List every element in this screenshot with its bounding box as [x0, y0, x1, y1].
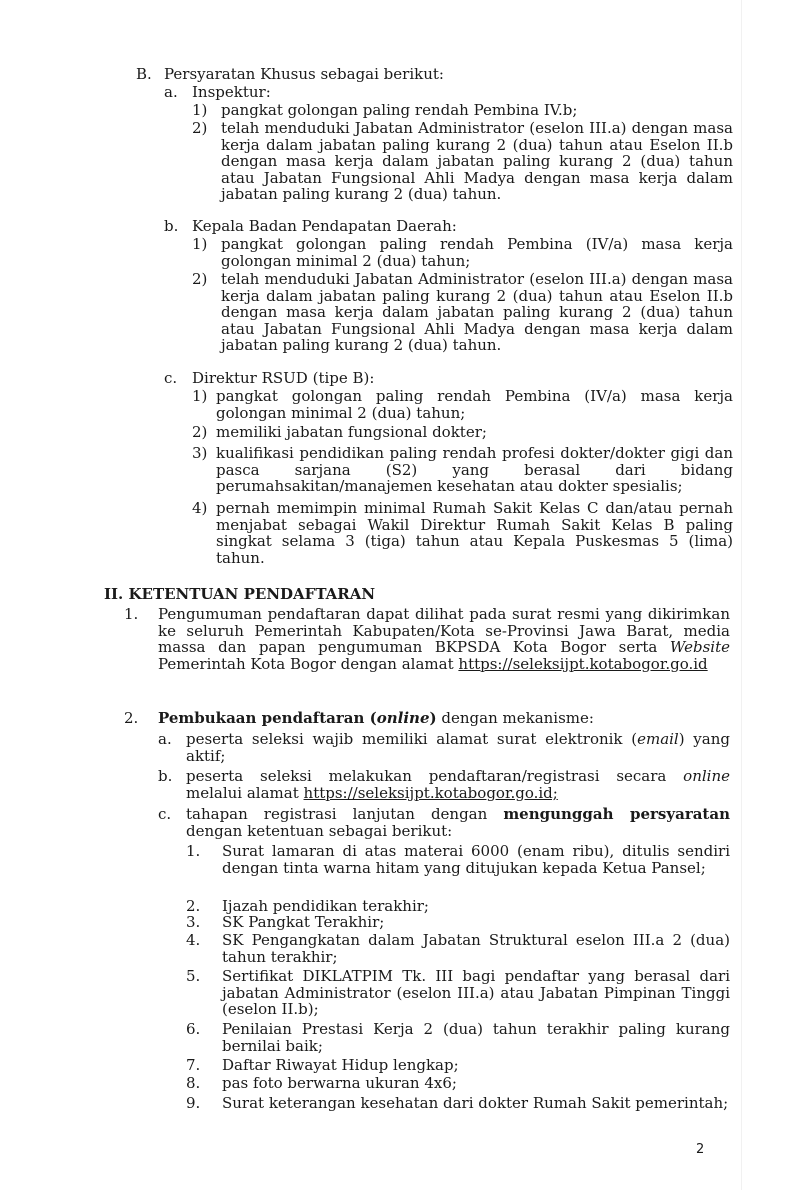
- req-5-text: Sertifikat DIKLATPIM Tk. III bagi pendaftar yang berasal dari jabatan Administrator (eselon III.a) atau Jabatan Pimpinan Tinggi (eselon II.b);: [222, 967, 730, 1018]
- ii-2-b-url-link[interactable]: https://seleksijpt.kotabogor.go.id;: [303, 783, 558, 802]
- ii-1-text: [158, 606, 730, 672]
- ii-1-text-main: Pengumuman pendaftaran dapat dilihat pada surat resmi yang dikirimkan ke seluruh Pemerintah Kabupaten/Kota se-Provinsi Jawa Barat, media massa dan papan pengumuman BKPSDA Kota Bogor serta: [158, 605, 730, 656]
- req-5-number: 5.: [186, 967, 201, 985]
- req-8-number: 8.: [186, 1074, 201, 1092]
- req-3-text: SK Pangkat Terakhir;: [222, 913, 385, 931]
- ii-2-b-label: b.: [158, 767, 173, 785]
- ii-2-c-bold: mengunggah persyaratan: [503, 805, 730, 823]
- ii-2-a-text: [186, 731, 730, 764]
- ii-2-b-text-main: peserta seleksi melakukan pendaftaran/registrasi secara: [186, 767, 667, 785]
- b-b-2-text: telah menduduki Jabatan Administrator (eselon III.a) dengan masa kerja dalam jabatan paling kurang 2 (dua) tahun atau Eselon II.b dengan masa kerja dalam jabatan paling kurang 2 (dua) tahun atau Jabatan Fungsional Ahli Madya dengan masa kerja dalam jabatan paling kurang 2 (dua) tahun.: [221, 270, 733, 354]
- b-b-2-number: 2): [192, 270, 208, 288]
- section-ii-heading: II. KETENTUAN PENDAFTARAN: [104, 585, 376, 603]
- req-2-text: Ijazah pendidikan terakhir;: [222, 897, 429, 915]
- req-1-text: Surat lamaran di atas materai 6000 (enam ribu), ditulis sendiri dengan tinta warna hitam yang ditujukan kepada Ketua Pansel;: [222, 842, 730, 877]
- b-a-2-number: 2): [192, 119, 208, 137]
- ii-1-website-word: Website: [669, 638, 730, 656]
- ii-1-text-after: Pemerintah Kota Bogor dengan alamat: [158, 654, 454, 673]
- req-4-number: 4.: [186, 931, 201, 949]
- b-a-1-text: pangkat golongan paling rendah Pembina IV.b;: [221, 101, 578, 119]
- b-b-1-text: pangkat golongan paling rendah Pembina (IV/a) masa kerja golongan minimal 2 (dua) tahun;: [221, 235, 733, 270]
- ii-2-a-text-after: ) yang aktif;: [186, 730, 730, 765]
- req-9-text: Surat keterangan kesehatan dari dokter Rumah Sakit pemerintah;: [222, 1094, 729, 1112]
- req-7-number: 7.: [186, 1056, 201, 1074]
- ii-2-title: [158, 710, 730, 727]
- b-c-4-text: pernah memimpin minimal Rumah Sakit Kelas C dan/atau pernah menjabat sebagai Wakil Direktur Rumah Sakit Kelas B paling singkat selama 3 (tiga) tahun atau Kepala Puskesmas 5 (lima) tahun.: [216, 499, 733, 567]
- b-c-1-number: 1): [192, 387, 208, 405]
- b-a-1-number: 1): [192, 101, 208, 119]
- req-8-text: pas foto berwarna ukuran 4x6;: [222, 1074, 457, 1092]
- ii-2-c-text: [186, 806, 730, 839]
- req-4-text: SK Pengangkatan dalam Jabatan Struktural eselon III.a 2 (dua) tahun terakhir;: [222, 931, 730, 966]
- b-a-label: a.: [164, 83, 178, 101]
- b-c-2-text: memiliki jabatan fungsional dokter;: [216, 423, 487, 441]
- b-c-1-text: pangkat golongan paling rendah Pembina (IV/a) masa kerja golongan minimal 2 (dua) tahun;: [216, 387, 733, 422]
- ii-2-text: dengan mekanisme:: [436, 709, 594, 727]
- ii-2-bold-lead: Pembukaan pendaftaran (: [158, 709, 377, 727]
- req-1-number: 1.: [186, 842, 201, 860]
- req-3-number: 3.: [186, 913, 201, 931]
- ii-2-a-label: a.: [158, 730, 172, 748]
- req-6-number: 6.: [186, 1020, 201, 1038]
- b-a-title: Inspektur:: [192, 83, 271, 101]
- ii-1-number: 1.: [124, 605, 139, 623]
- ii-2-bold-close: ): [429, 709, 437, 727]
- b-a-2-text: telah menduduki Jabatan Administrator (eselon III.a) dengan masa kerja dalam jabatan paling kurang 2 (dua) tahun atau Eselon II.b dengan masa kerja dalam jabatan paling kurang 2 (dua) tahun atau Jabatan Fungsional Ahli Madya dengan masa kerja dalam jabatan paling kurang 2 (dua) tahun.: [221, 119, 733, 203]
- ii-2-c-text-main: tahapan registrasi lanjutan dengan: [186, 805, 488, 823]
- b-c-4-number: 4): [192, 499, 208, 517]
- ii-2-c-label: c.: [158, 805, 172, 823]
- section-b-label: B.: [136, 65, 152, 83]
- ii-2-bold-online: online: [376, 709, 430, 727]
- b-c-2-number: 2): [192, 423, 208, 441]
- ii-2-c-text-after: dengan ketentuan sebagai berikut:: [186, 821, 453, 840]
- ii-2-a-text-main: peserta seleksi wajib memiliki alamat surat elektronik (: [186, 730, 638, 748]
- b-b-title: Kepala Badan Pendapatan Daerah:: [192, 217, 457, 235]
- b-c-title: Direktur RSUD (tipe B):: [192, 369, 375, 387]
- b-c-3-number: 3): [192, 444, 208, 462]
- ii-2-number: 2.: [124, 709, 139, 727]
- req-2-number: 2.: [186, 897, 201, 915]
- ii-2-b-text: [186, 768, 730, 801]
- page-number: 2: [696, 1142, 705, 1157]
- page-edge-line: [741, 0, 742, 1190]
- req-9-number: 9.: [186, 1094, 201, 1112]
- ii-2-b-online-word: online: [683, 767, 730, 785]
- b-b-label: b.: [164, 217, 179, 235]
- b-c-3-text: kualifikasi pendidikan paling rendah profesi dokter/dokter gigi dan pasca sarjana (S2) yang berasal dari bidang perumahsakitan/manajemen kesehatan atau dokter spesialis;: [216, 444, 733, 495]
- req-7-text: Daftar Riwayat Hidup lengkap;: [222, 1056, 459, 1074]
- ii-1-url-link[interactable]: https://seleksijpt.kotabogor.go.id: [458, 654, 708, 673]
- ii-2-a-email-word: email: [637, 730, 679, 748]
- b-c-label: c.: [164, 369, 178, 387]
- section-b-title: Persyaratan Khusus sebagai berikut:: [164, 65, 444, 83]
- req-6-text: Penilaian Prestasi Kerja 2 (dua) tahun terakhir paling kurang bernilai baik;: [222, 1020, 730, 1055]
- ii-2-b-text-after: melalui alamat: [186, 783, 299, 802]
- b-b-1-number: 1): [192, 235, 208, 253]
